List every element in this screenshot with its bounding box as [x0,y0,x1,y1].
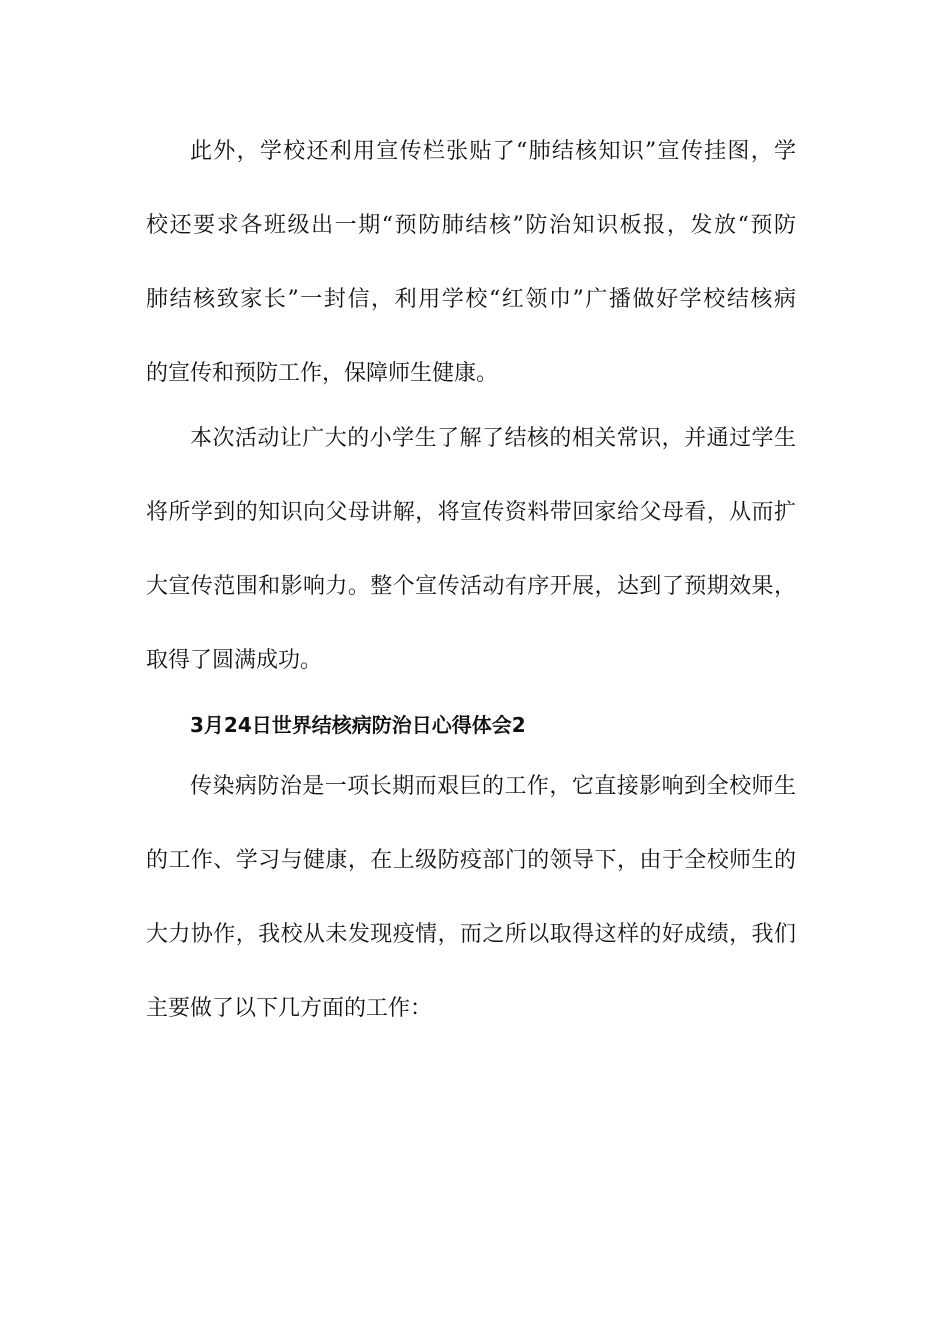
paragraph-1-line-3: 肺结核致家长”一封信，利用学校“红领巾”广播做好学校结核病 [146,287,796,312]
paragraph-2-line-3: 大宣传范围和影响力。整个宣传活动有序开展，达到了预期效果， [146,574,796,599]
paragraph-2-line-2: 将所学到的知识向父母讲解，将宣传资料带回家给父母看，从而扩 [146,500,796,525]
paragraph-1-line-4: 的宣传和预防工作，保障师生健康。 [146,361,499,386]
paragraph-3-line-1: 传染病防治是一项长期而艰巨的工作，它直接影响到全校师生 [190,774,796,799]
paragraph-1-line-1: 此外，学校还利用宣传栏张贴了“肺结核知识”宣传挂图，学 [190,139,796,164]
paragraph-3-line-3: 大力协作，我校从未发现疫情，而之所以取得这样的好成绩，我们 [146,922,796,947]
paragraph-2-line-1: 本次活动让广大的小学生了解了结核的相关常识，并通过学生 [190,426,796,451]
paragraph-3-line-4: 主要做了以下几方面的工作： [146,996,433,1021]
paragraph-3-line-2: 的工作、学习与健康，在上级防疫部门的领导下，由于全校师生的 [146,848,796,873]
section-heading: 3月24日世界结核病防治日心得体会2 [190,713,526,737]
paragraph-2-line-4: 取得了圆满成功。 [146,648,323,673]
paragraph-1-line-2: 校还要求各班级出一期“预防肺结核”防治知识板报，发放“预防 [146,213,796,238]
